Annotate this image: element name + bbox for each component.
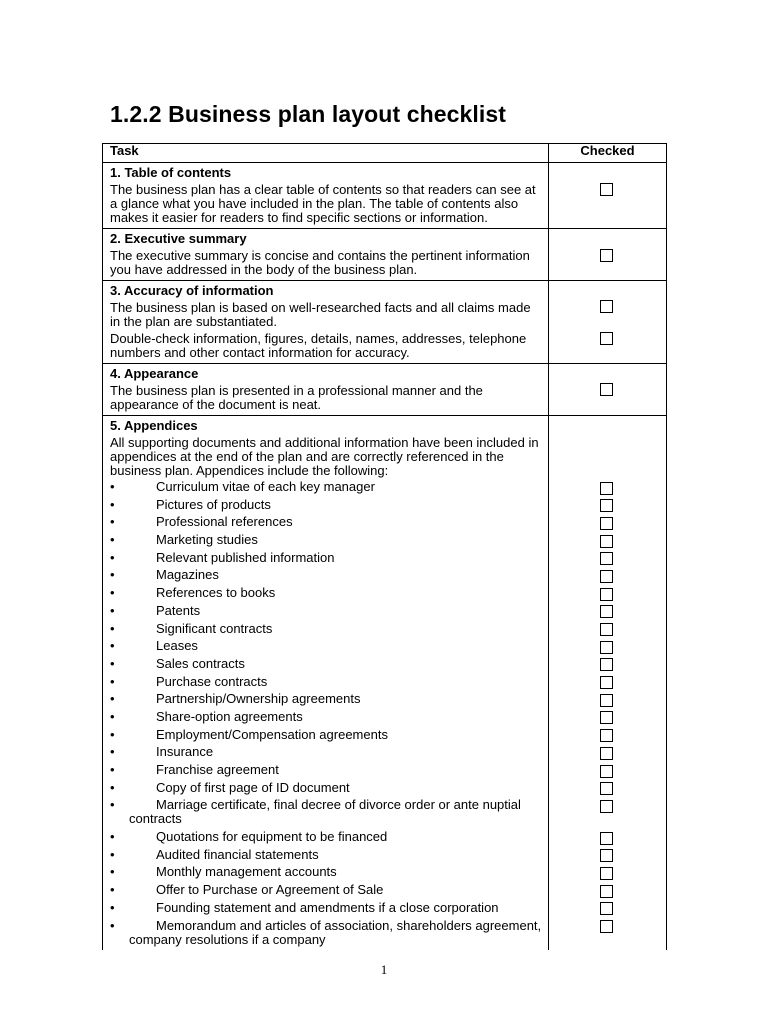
section-row-appendices <box>103 416 667 951</box>
checkbox-accuracy-facts[interactable] <box>600 300 613 313</box>
list-item <box>110 639 542 653</box>
list-item <box>110 604 542 618</box>
list-item <box>110 710 542 724</box>
task-cell <box>103 163 549 229</box>
checkbox-appendix-item[interactable] <box>600 658 613 671</box>
list-item <box>110 657 542 671</box>
task-cell <box>103 364 549 416</box>
bullet-glyph: • <box>110 655 115 671</box>
list-item <box>110 533 542 547</box>
task-cell <box>103 416 549 951</box>
bullet-glyph: • <box>110 797 115 813</box>
list-item-label: Purchase contracts <box>156 673 268 689</box>
checkbox-appendix-item[interactable] <box>600 517 613 530</box>
bullet-glyph: • <box>110 496 115 512</box>
checkbox-appendix-item[interactable] <box>600 849 613 862</box>
appendix-list <box>110 480 542 947</box>
list-item <box>110 781 542 795</box>
bullet-glyph: • <box>110 744 115 760</box>
list-item-label: Relevant published information <box>156 549 335 565</box>
checklist-table <box>102 143 667 950</box>
bullet-glyph: • <box>110 602 115 618</box>
bullet-glyph: • <box>110 726 115 742</box>
bullet-glyph: • <box>110 762 115 777</box>
checkbox-appendix-item[interactable] <box>600 694 613 707</box>
list-item-label: Quotations for equipment to be financed <box>156 829 388 845</box>
page-number: 1 <box>380 962 388 977</box>
page-title: 1.2.2 Business plan layout checklist <box>110 101 507 127</box>
list-item-label: Curriculum vitae of each key manager <box>156 479 375 494</box>
list-item <box>110 692 542 706</box>
bullet-glyph: • <box>110 882 115 898</box>
list-item-label: Partnership/Ownership agreements <box>156 691 361 707</box>
bullet-glyph: • <box>110 779 115 795</box>
list-item <box>110 480 542 494</box>
list-item <box>110 622 542 636</box>
bullet-glyph: • <box>110 864 115 880</box>
list-item <box>110 586 542 600</box>
list-item <box>110 830 542 844</box>
bullet-glyph: • <box>110 899 115 915</box>
list-item-label: Sales contracts <box>156 655 245 671</box>
list-item-label: Offer to Purchase or Agreement of Sale <box>156 882 384 898</box>
list-item <box>110 498 542 512</box>
checkbox-table-of-contents[interactable] <box>600 183 613 196</box>
section-text: The business plan has a clear table of contents so that readers can see at a glance what you have included in the plan. The table of contents also makes it easier for readers to find specific sections or information. <box>110 182 536 225</box>
list-item-label: Marriage certificate, final decree of divorce order or ante nuptial contracts <box>129 797 521 827</box>
checkbox-appendix-item[interactable] <box>600 676 613 689</box>
checkbox-appendix-item[interactable] <box>600 605 613 618</box>
checkbox-appendix-item[interactable] <box>600 800 613 813</box>
checkbox-appendix-item[interactable] <box>600 588 613 601</box>
section-title: 3. Accuracy of information <box>110 283 274 298</box>
bullet-glyph: • <box>110 638 115 654</box>
list-item <box>110 568 542 582</box>
check-cell <box>549 229 667 281</box>
section-text: The business plan is presented in a professional manner and the appearance of the document is neat. <box>110 383 483 412</box>
list-item-label: Founding statement and amendments if a close corporation <box>156 899 499 915</box>
section-row-table-of-contents <box>103 163 667 229</box>
list-item-label: Share-option agreements <box>156 708 303 724</box>
list-item-label: Monthly management accounts <box>156 864 337 880</box>
list-item <box>110 763 542 777</box>
bullet-glyph: • <box>110 620 115 636</box>
list-item-label: Franchise agreement <box>156 762 279 777</box>
list-item-label: Audited financial statements <box>156 846 319 862</box>
checkbox-appendix-item[interactable] <box>600 902 613 915</box>
bullet-glyph: • <box>110 673 115 689</box>
bullet-glyph: • <box>110 829 115 845</box>
list-item <box>110 728 542 742</box>
checkbox-appendix-item[interactable] <box>600 552 613 565</box>
list-item <box>110 919 542 947</box>
list-item-label: Professional references <box>156 514 293 530</box>
list-item <box>110 883 542 897</box>
list-item-label: Memorandum and articles of association, shareholders agreement, company resolutions if a company <box>129 917 542 947</box>
checkbox-appendix-item[interactable] <box>600 499 613 512</box>
checkbox-appendix-item[interactable] <box>600 535 613 548</box>
task-cell <box>103 281 549 364</box>
checkbox-appendix-item[interactable] <box>600 623 613 636</box>
list-item-label: Significant contracts <box>156 620 273 636</box>
checkbox-appendix-item[interactable] <box>600 832 613 845</box>
section-title: 2. Executive summary <box>110 231 247 246</box>
check-cell <box>549 416 667 951</box>
bullet-glyph: • <box>110 691 115 707</box>
list-item-label: References to books <box>156 585 276 601</box>
bullet-glyph: • <box>110 708 115 724</box>
section-text: The executive summary is concise and contains the pertinent information you have addressed in the body of the business plan. <box>110 248 530 277</box>
section-row-executive-summary <box>103 229 667 281</box>
checkbox-appendix-item[interactable] <box>600 920 613 933</box>
checkbox-appendix-item[interactable] <box>600 885 613 898</box>
list-item <box>110 798 542 826</box>
bullet-glyph: • <box>110 585 115 601</box>
check-cell <box>549 163 667 229</box>
checkbox-accuracy-double-check[interactable] <box>600 332 613 345</box>
checkbox-appendix-item[interactable] <box>600 711 613 724</box>
checkbox-appendix-item[interactable] <box>600 570 613 583</box>
list-item <box>110 848 542 862</box>
list-item <box>110 745 542 759</box>
section-text: The business plan is based on well-researched facts and all claims made in the plan are substantiated. <box>110 300 531 329</box>
bullet-glyph: • <box>110 549 115 565</box>
list-item <box>110 551 542 565</box>
table-header-row <box>103 144 667 163</box>
list-item-label: Leases <box>156 638 198 654</box>
checkbox-appendix-item[interactable] <box>600 482 613 495</box>
section-title: 1. Table of contents <box>110 165 232 180</box>
bullet-glyph: • <box>110 917 115 933</box>
checkbox-appendix-item[interactable] <box>600 765 613 778</box>
section-row-appearance <box>103 364 667 416</box>
check-cell <box>549 281 667 364</box>
checkbox-executive-summary[interactable] <box>600 249 613 262</box>
list-item-label: Insurance <box>156 744 214 760</box>
checkbox-appearance[interactable] <box>600 383 613 396</box>
checkbox-appendix-item[interactable] <box>600 747 613 760</box>
list-item-label: Marketing studies <box>156 532 258 548</box>
section-row-accuracy <box>103 281 667 364</box>
checkbox-appendix-item[interactable] <box>600 782 613 795</box>
list-item-label: Pictures of products <box>156 496 271 512</box>
list-item <box>110 865 542 879</box>
list-item <box>110 675 542 689</box>
bullet-glyph: • <box>110 514 115 530</box>
list-item <box>110 901 542 915</box>
checked-column-header: Checked <box>549 144 667 163</box>
bullet-glyph: • <box>110 846 115 862</box>
list-item-label: Magazines <box>156 567 219 583</box>
checkbox-appendix-item[interactable] <box>600 729 613 742</box>
section-text: Double-check information, figures, details, names, addresses, telephone numbers and other contact information for accuracy. <box>110 331 527 360</box>
task-column-header: Task <box>103 144 549 163</box>
list-item-label: Patents <box>156 602 201 618</box>
bullet-glyph: • <box>110 567 115 583</box>
bullet-glyph: • <box>110 479 115 494</box>
list-item-label: Copy of first page of ID document <box>156 779 350 795</box>
checkbox-appendix-item[interactable] <box>600 867 613 880</box>
section-title: 5. Appendices <box>110 418 198 433</box>
section-text: All supporting documents and additional information have been included in appendices at the end of the plan and are correctly referenced in the business plan. Appendices include the following: <box>110 435 539 478</box>
list-item-label: Employment/Compensation agreements <box>156 726 388 742</box>
check-cell <box>549 364 667 416</box>
section-title: 4. Appearance <box>110 366 199 381</box>
list-item <box>110 515 542 529</box>
task-cell <box>103 229 549 281</box>
checkbox-appendix-item[interactable] <box>600 641 613 654</box>
bullet-glyph: • <box>110 532 115 548</box>
